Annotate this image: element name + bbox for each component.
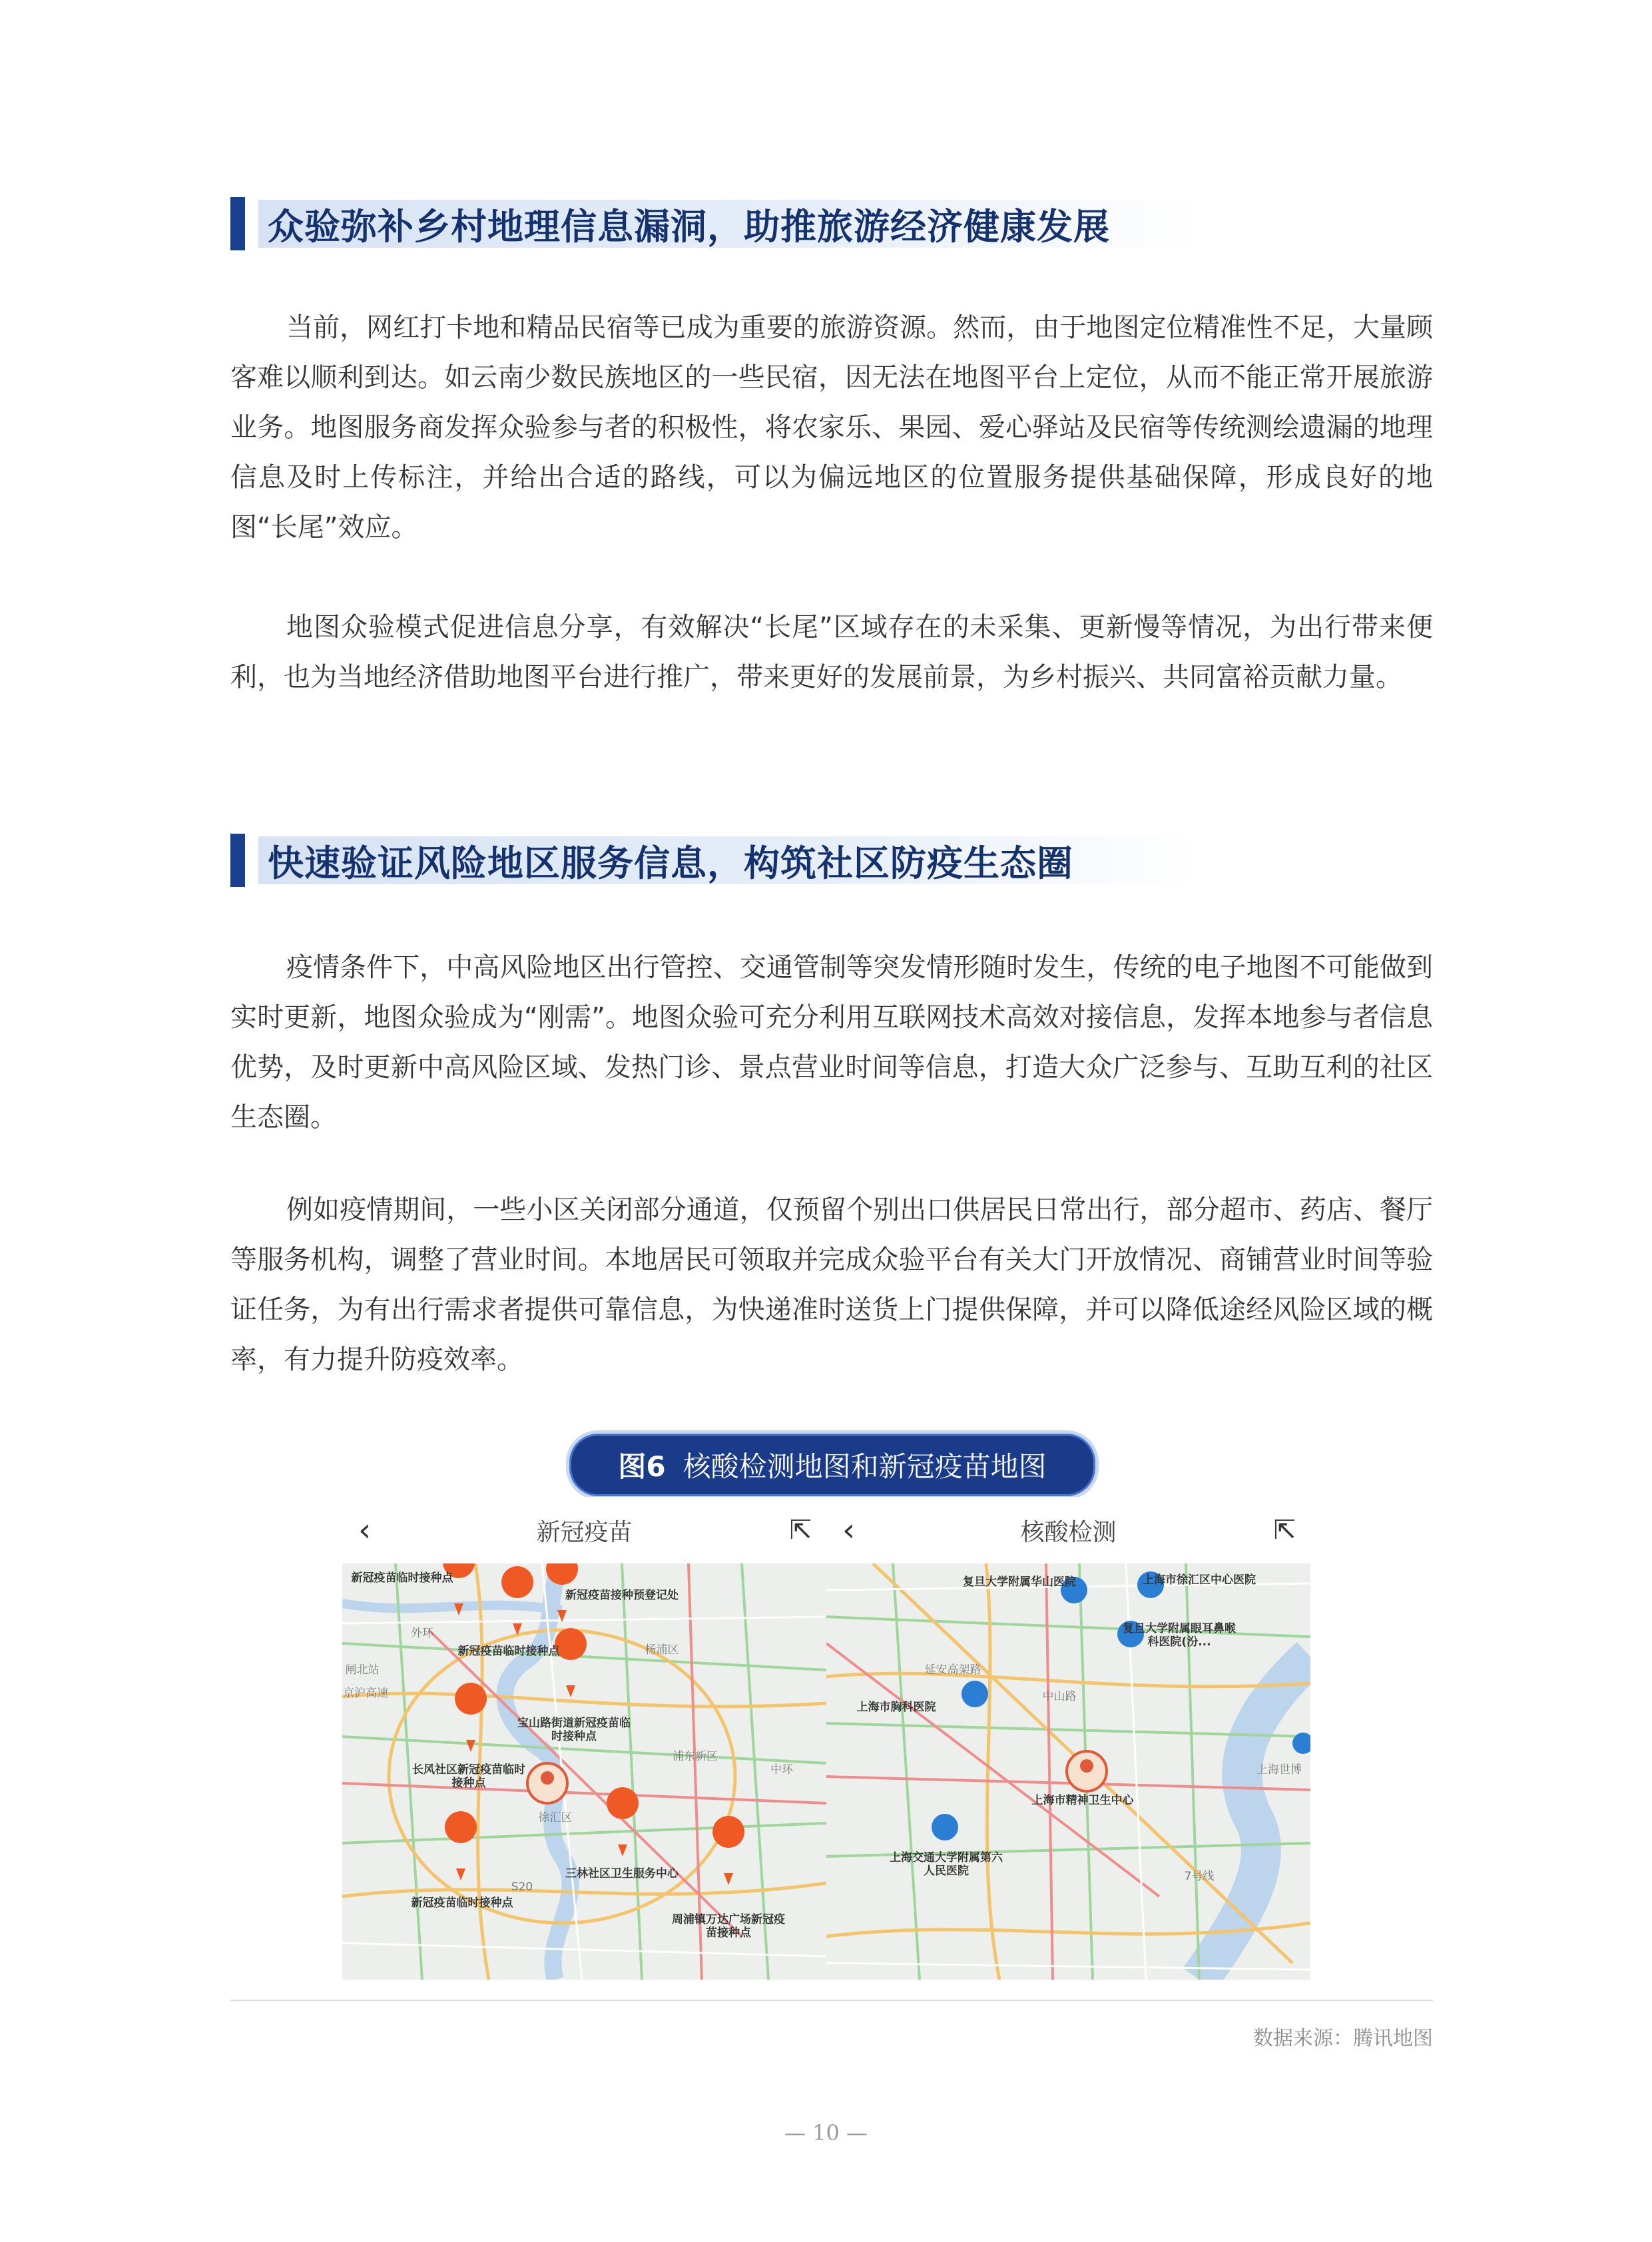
paragraph: 地图众验模式促进信息分享，有效解决“长尾”区域存在的未采集、更新慢等情况，为出行带来便利，也为当地经济借助地图平台进行推广，带来更好的发展前景，为乡村振兴、共同富裕贡献力量。 — [230, 612, 1433, 693]
nucleic-test-map[interactable] — [826, 1563, 1310, 1980]
map-pin-label: 新冠疫苗临时接种点 — [351, 1571, 453, 1585]
vaccine-map[interactable] — [342, 1563, 826, 1980]
district-label: 7号线 — [1184, 1870, 1215, 1883]
section-title-2 — [230, 834, 1196, 887]
map-pin-label: 上海市徐汇区中心医院 — [1143, 1573, 1256, 1587]
paragraph: 当前，网红打卡地和精品民宿等已成为重要的旅游资源。然而，由于地图定位精准性不足，大量顾客难以顺利到达。如云南少数民族地区的一些民宿，因无法在地图平台上定位，从而不能正常开展旅游业务。地图服务商发挥众验参与者的积极性，将农家乐、果园、爱心驿站及民宿等传统测绘遗漏的地理信息及时上传标注，并给出合适的路线，可以为偏远地区的位置服务提供基础保障，形成良好的地图“长尾”效应。 — [230, 312, 1433, 543]
district-label: S20 — [511, 1880, 533, 1894]
district-label: 中环 — [770, 1763, 793, 1777]
title-accent-bar — [230, 197, 245, 250]
section-title-1 — [230, 197, 1196, 250]
map-pin-label: 新冠疫苗临时接种点 — [411, 1896, 513, 1910]
map-pin-label: 宝山路街道新冠疫苗临时接种点 — [517, 1717, 631, 1743]
back-icon[interactable]: ‹ — [842, 1512, 856, 1549]
map-pin-label: 新冠疫苗接种预登记处 — [565, 1589, 679, 1602]
figure-number: 图6 — [618, 1450, 666, 1483]
map-title: 新冠疫苗 — [536, 1518, 633, 1546]
district-label: 京沪高速 — [343, 1687, 388, 1700]
paragraph: 例如疫情期间，一些小区关闭部分通道，仅预留个别出口供居民日常出行，部分超市、药店、餐厅等服务机构，调整了营业时间。本地居民可领取并完成众验平台有关大门开放情况、商铺营业时间等验证任务，为有出行需求者提供可靠信息，为快递准时送货上门提供保障，并可以降低途经风险区域的概率，有力提升防疫效率。 — [230, 1195, 1433, 1375]
figure-caption-text: 核酸检测地图和新冠疫苗地图 — [683, 1450, 1047, 1483]
map-pin-label: 长风社区新冠疫苗临时接种点 — [412, 1763, 525, 1790]
map-header — [342, 1497, 826, 1563]
district-label: 徐汇区 — [538, 1811, 573, 1824]
map-pin-label: 上海交通大学附属第六人民医院 — [890, 1851, 1003, 1878]
district-label: 浦东新区 — [673, 1750, 718, 1763]
map-pin-label: 新冠疫苗临时接种点 — [457, 1645, 560, 1658]
map-pin-label: 周浦镇万达广场新冠疫苗接种点 — [672, 1913, 785, 1940]
back-icon[interactable]: ‹ — [358, 1512, 372, 1549]
figure-caption — [566, 1430, 1099, 1500]
district-label: 杨浦区 — [645, 1643, 679, 1657]
divider — [230, 2000, 1433, 2001]
map-pin-label: 三林社区卫生服务中心 — [565, 1867, 679, 1880]
share-icon[interactable]: ⇱ — [1273, 1515, 1296, 1545]
map-pin-label: 上海市胸科医院 — [856, 1701, 936, 1714]
section-heading: 快速验证风险地区服务信息，构筑社区防疫生态圈 — [268, 842, 1073, 884]
district-label: 中山路 — [1042, 1690, 1077, 1703]
nucleic-test-map-panel — [826, 1497, 1310, 1980]
map-pin-label: 复旦大学附属眼耳鼻喉科医院(汾... — [1123, 1622, 1236, 1649]
map-pin-label: 上海市精神卫生中心 — [1031, 1794, 1134, 1807]
map-title: 核酸检测 — [1020, 1518, 1117, 1546]
map-pin-label: 复旦大学附属华山医院 — [963, 1575, 1076, 1589]
vaccine-map-panel — [342, 1497, 826, 1980]
data-source: 数据来源：腾讯地图 — [1253, 2027, 1433, 2050]
district-label: 外环 — [411, 1627, 433, 1640]
district-label: 上海世博 — [1256, 1763, 1302, 1777]
map-header — [826, 1497, 1310, 1563]
district-label: 延安高架路 — [924, 1663, 981, 1677]
section-heading: 众验弥补乡村地理信息漏洞，助推旅游经济健康发展 — [268, 205, 1110, 248]
district-label: 闸北站 — [345, 1663, 380, 1677]
title-accent-bar — [230, 834, 245, 887]
page-number: — 10 — — [784, 2120, 868, 2145]
paragraph: 疫情条件下，中高风险地区出行管控、交通管制等突发情形随时发生，传统的电子地图不可能做到实时更新，地图众验成为“刚需”。地图众验可充分利用互联网技术高效对接信息，发挥本地参与者信息优势，及时更新中高风险区域、发热门诊、景点营业时间等信息，打造大众广泛参与、互助互利的社区生态圈。 — [230, 952, 1433, 1133]
share-icon[interactable]: ⇱ — [789, 1515, 812, 1545]
